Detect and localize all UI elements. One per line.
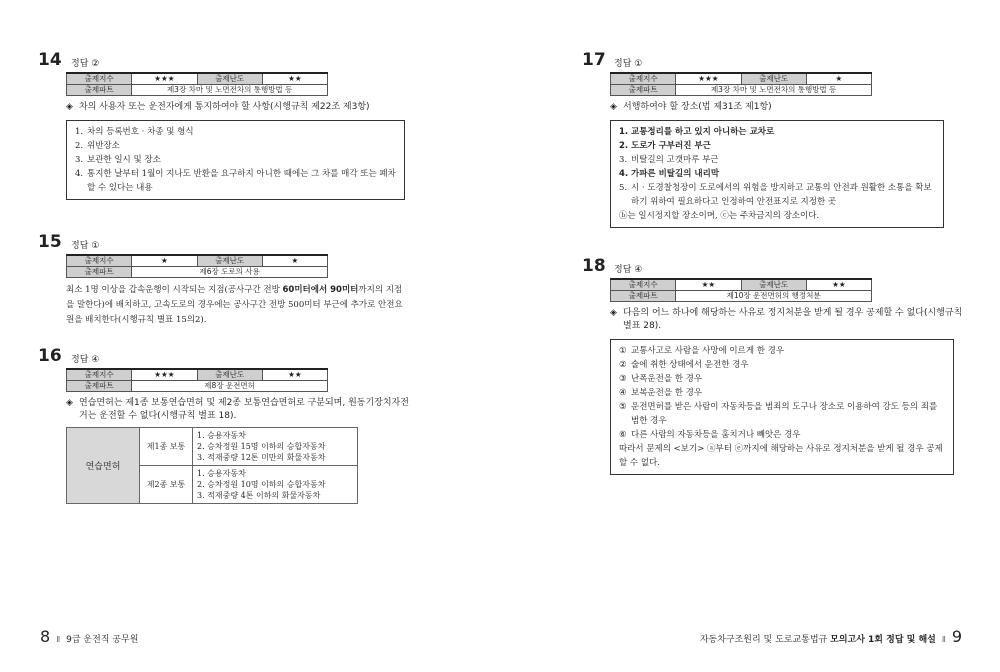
question-15 [38, 232, 405, 328]
explanation-note: ◈ 차의 사용자 또는 운전자에게 통지하여야 할 사항(시행규칙 제22조 제3항) [66, 102, 370, 112]
question-number: 17 [582, 50, 606, 70]
question-17 [582, 50, 962, 228]
book-subtitle: 자동차구조원리 및 도로교통법규 [699, 635, 831, 645]
meta-table: 출제지수 ★★ 출제난도 ★★ 출제파트 제10장 운전면허의 행정처분 [610, 278, 872, 302]
list-item: 3. 비탈길의 고갯마루 부근 [619, 155, 719, 165]
answer-label: 정답 ② [71, 59, 100, 69]
license-items: 1. 승용자동차 2. 승차정원 15명 이하의 승합자동차 3. 적재중량 12톤 미만의 화물자동차 [193, 428, 358, 466]
frequency-stars: ★ [132, 255, 197, 267]
answer-list-box [610, 120, 944, 228]
license-class: 제1종 보통 [140, 428, 193, 466]
difficulty-stars: ★ [262, 255, 327, 267]
list-item: 3. 보관한 일시 및 장소 [75, 155, 161, 165]
page-number: 8 [40, 627, 51, 646]
answer-label: 정답 ④ [71, 355, 100, 365]
meta-table: 출제지수 ★★★ 출제난도 ★★ 출제파트 제3장 차마 및 노면전차의 통행방법 등 [66, 72, 328, 96]
difficulty-stars: ★★ [262, 73, 327, 85]
answer-list-box [66, 120, 405, 200]
meta-table: 출제지수 ★ 출제난도 ★ 출제파트 제6장 도로의 사용 [66, 254, 328, 278]
list-item: ④ 보복운전을 한 경우 [619, 388, 703, 398]
difficulty-stars: ★ [806, 73, 871, 85]
list-item: 1. 차의 등록번호 · 차종 및 형식 [75, 127, 194, 137]
question-16 [38, 346, 409, 504]
list-item: 2. 도로가 구부러진 부근 [619, 141, 711, 151]
part-text: 제10장 운전면허의 행정처분 [676, 291, 872, 302]
list-item: 5. 시 · 도경찰청장이 도로에서의 위험을 방지하고 교통의 안전과 원활한 소통을 확보하기 위하여 필요하다고 인정하여 안전표지로 지정한 곳 [619, 183, 932, 207]
explanation-note: ◈ 서행하여야 할 장소(법 제31조 제1항) [610, 102, 772, 112]
list-item: ③ 난폭운전을 한 경우 [619, 374, 703, 384]
list-tail: 따라서 문제의 <보기> ⓐ부터 ⓔ까지에 해당하는 사유로 정지처분을 받게 될 경우 공제할 수 없다. [619, 444, 943, 468]
list-item: ⑤ 운전면허를 받은 사람이 자동차등을 범죄의 도구나 장소로 이용하여 강도 등의 죄를 범한 경우 [619, 402, 938, 426]
explanation-note: ◈ 다음의 어느 하나에 해당하는 사유로 정지처분을 받게 될 경우 공제할 수 없다(시행규칙 별표 28). [610, 308, 963, 331]
frequency-stars: ★★ [676, 279, 741, 291]
list-item: 4. 가파른 비탈길의 내리막 [619, 169, 720, 179]
question-18 [582, 256, 962, 475]
page-number: 9 [951, 627, 962, 646]
part-text: 제3장 차마 및 노면전차의 통행방법 등 [132, 85, 328, 96]
frequency-stars: ★★★ [676, 73, 741, 85]
meta-table: 출제지수 ★★★ 출제난도 ★★ 출제파트 제8장 운전면허 [66, 368, 328, 392]
explanation-note: ◈ 연습면허는 제1종 보통연습면허 및 제2종 보통연습면허로 구분되며, 원동기장치자전거는 운전할 수 없다(시행규칙 별표 18). [66, 398, 409, 421]
list-item: 2. 위반장소 [75, 141, 120, 151]
explanation-paragraph: 최소 1명 이상을 갑속운행이 시작되는 지점(공사구간 전방 60미터에서 90미터까지의 지점을 말한다)에 배치하고, 고속도로의 경우에는 공사구간 전방 500미터 부근에 추가로 안전요원을 배치한다(시행규칙 별표 15의2). [66, 285, 403, 325]
meta-table: 출제지수 ★★★ 출제난도 ★ 출제파트 제3장 차마 및 노면전차의 통행방법 등 [610, 72, 872, 96]
answer-list-box [610, 339, 954, 475]
list-item: ① 교통사고로 사람을 사망에 이르게 한 경우 [619, 346, 785, 356]
license-class: 제2종 보통 [140, 466, 193, 504]
section-title: 모의고사 1회 정답 및 해설 [830, 635, 936, 645]
difficulty-stars: ★★ [806, 279, 871, 291]
list-tail: ⓑ는 일시정지할 장소이며, ⓒ는 주차금지의 장소이다. [619, 211, 820, 221]
part-text: 제6장 도로의 사용 [132, 267, 328, 278]
book-title: 9급 운전직 공무원 [66, 635, 139, 645]
question-14 [38, 50, 405, 200]
question-number: 16 [38, 346, 62, 366]
difficulty-stars: ★★ [262, 369, 327, 381]
license-items: 1. 승용자동차 2. 승차정원 10명 이하의 승합자동차 3. 적재중량 4톤 이하의 화물자동차 [193, 466, 358, 504]
list-item: ⑥ 다른 사람의 자동차등을 훔치거나 빼앗은 경우 [619, 430, 801, 440]
right-page [500, 0, 1000, 672]
answer-label: 정답 ① [614, 59, 643, 69]
license-table-head: 연습면허 [67, 428, 140, 504]
list-item: 1. 교통정리를 하고 있지 아니하는 교차로 [619, 127, 775, 137]
question-number: 18 [582, 256, 606, 276]
answer-label: 정답 ④ [614, 265, 643, 275]
part-text: 제8장 운전면허 [132, 381, 328, 392]
frequency-stars: ★★★ [132, 369, 197, 381]
left-footer: 8 Ⅱ 9급 운전직 공무원 [40, 627, 139, 646]
answer-label: 정답 ① [71, 241, 100, 251]
license-table [66, 427, 358, 504]
right-footer: 자동차구조원리 및 도로교통법규 모의고사 1회 정답 및 해설 Ⅱ 9 [699, 627, 962, 646]
question-number: 14 [38, 50, 62, 70]
question-number: 15 [38, 232, 62, 252]
list-item: ② 술에 취한 상태에서 운전한 경우 [619, 360, 749, 370]
list-item: 4. 통지한 날부터 1월이 지나도 반환을 요구하지 아니한 때에는 그 차를 매각 또는 폐차할 수 있다는 내용 [75, 169, 396, 193]
frequency-stars: ★★★ [132, 73, 197, 85]
part-text: 제3장 차마 및 노면전차의 통행방법 등 [676, 85, 872, 96]
